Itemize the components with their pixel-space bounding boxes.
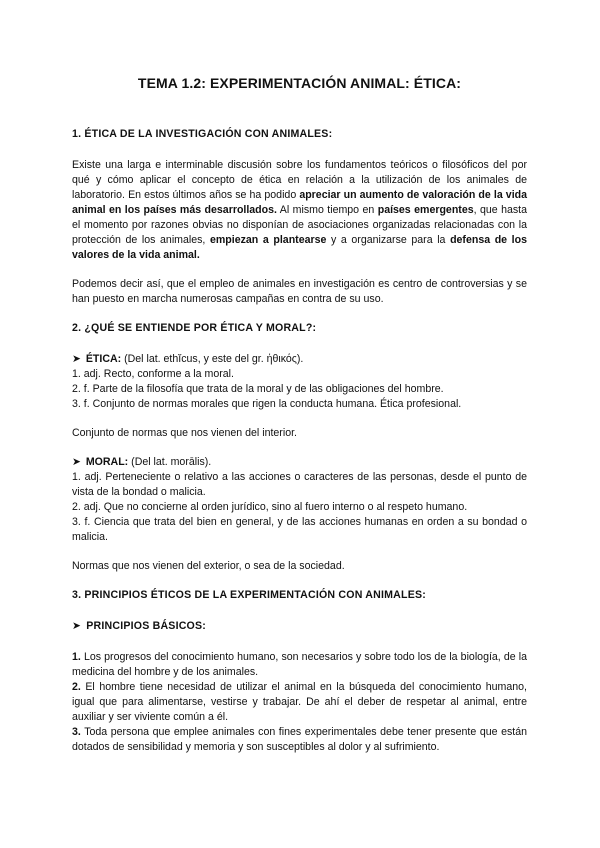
etica-origin: (Del lat. ethĭcus, y este del gr. ἠθικός). bbox=[121, 353, 304, 365]
moral-origin: (Del lat. morālis). bbox=[128, 456, 212, 468]
section-2-heading: 2. ¿QUÉ SE ENTIENDE POR ÉTICA Y MORAL?: bbox=[72, 322, 317, 334]
text-run: Al mismo tiempo en bbox=[276, 204, 378, 216]
section-1-paragraph-1 bbox=[72, 158, 527, 263]
spacer bbox=[72, 545, 527, 559]
etica-def-1: 1. adj. Recto, conforme a la moral. bbox=[72, 368, 234, 380]
list-item bbox=[72, 680, 527, 725]
etica-term: ÉTICA: bbox=[85, 353, 122, 365]
moral-term-line bbox=[72, 455, 527, 470]
etica-term-line bbox=[72, 352, 527, 367]
etica-def-2: 2. f. Parte de la filosofía que trata de la moral y de las obligaciones del hombre. bbox=[72, 383, 444, 395]
list-item-number: 2. bbox=[72, 681, 81, 693]
principles-list bbox=[72, 650, 527, 755]
principios-basicos-label: PRINCIPIOS BÁSICOS: bbox=[86, 620, 206, 632]
section-1-paragraph-2: Podemos decir así, que el empleo de animales en investigación es centro de controversias y se han puesto en marcha numerosas campañas en contra de su uso. bbox=[72, 278, 527, 305]
arrow-bullet-icon: ➤ bbox=[72, 456, 81, 468]
page-title: TEMA 1.2: EXPERIMENTACIÓN ANIMAL: ÉTICA: bbox=[137, 75, 462, 91]
moral-definition-block bbox=[72, 455, 527, 545]
moral-def-2: 2. adj. Que no concierne al orden jurídico, sino al fuero interno o al respeto humano. bbox=[72, 501, 468, 513]
moral-note: Normas que nos vienen del exterior, o sea de la sociedad. bbox=[72, 560, 345, 572]
list-item-number: 1. bbox=[72, 651, 81, 663]
bold-run: empiezan a plantearse bbox=[210, 234, 327, 246]
moral-term: MORAL: bbox=[85, 456, 129, 468]
list-item-number: 3. bbox=[72, 726, 81, 738]
bold-run: países emergentes bbox=[377, 204, 474, 216]
bold-run: defensa de los valores de la vida animal. bbox=[72, 234, 527, 261]
list-item bbox=[72, 650, 527, 680]
spacer bbox=[72, 412, 527, 426]
list-item bbox=[72, 725, 527, 755]
list-item-text: El hombre tiene necesidad de utilizar el animal en la búsqueda del conocimiento humano, igual que para alimentarse, vestirse y trabajar. De ahí el deber de respetar al animal, entre auxiliar y ser viviente común a él. bbox=[72, 681, 527, 723]
bold-run: apreciar un aumento de valoración de la vida animal en los países más desarrollados. bbox=[72, 189, 527, 216]
moral-def-3: 3. f. Ciencia que trata del bien en general, y de las acciones humanas en orden a su bondad o malicia. bbox=[72, 516, 527, 543]
section-3-heading: 3. PRINCIPIOS ÉTICOS DE LA EXPERIMENTACIÓN CON ANIMALES: bbox=[72, 589, 426, 601]
text-run: Existe una larga e interminable discusión sobre los fundamentos teóricos o filosóficos del por qué y cómo aplicar el concepto de ética en relación a la utilización de los animales de laboratorio. En estos últimos años se ha podido bbox=[72, 159, 527, 201]
arrow-bullet-icon: ➤ bbox=[72, 620, 82, 632]
text-run: , que hasta el momento por razones obvias no disponían de asociaciones organizadas relacionadas con la protección de los animales, bbox=[72, 204, 527, 246]
text-run: y a organizarse para la bbox=[326, 234, 451, 246]
section-1-heading: 1. ÉTICA DE LA INVESTIGACIÓN CON ANIMALES: bbox=[72, 128, 333, 140]
etica-definition-block bbox=[72, 352, 527, 412]
principios-basicos-heading bbox=[72, 619, 527, 634]
moral-def-1: 1. adj. Perteneciente o relativo a las acciones o caracteres de las personas, desde el punto de vista de la bondad o malicia. bbox=[72, 471, 527, 498]
document-body bbox=[72, 74, 527, 755]
list-item-text: Los progresos del conocimiento humano, son necesarios y sobre todo los de la biología, de la medicina del hombre y de los animales. bbox=[72, 651, 527, 678]
list-item-text: Toda persona que emplee animales con fines experimentales debe tener presente que están dotados de sensibilidad y memoria y son susceptibles al dolor y al sufrimiento. bbox=[72, 726, 527, 753]
etica-def-3: 3. f. Conjunto de normas morales que rigen la conducta humana. Ética profesional. bbox=[72, 398, 462, 410]
etica-note: Conjunto de normas que nos vienen del interior. bbox=[72, 427, 297, 439]
arrow-bullet-icon: ➤ bbox=[72, 353, 81, 365]
